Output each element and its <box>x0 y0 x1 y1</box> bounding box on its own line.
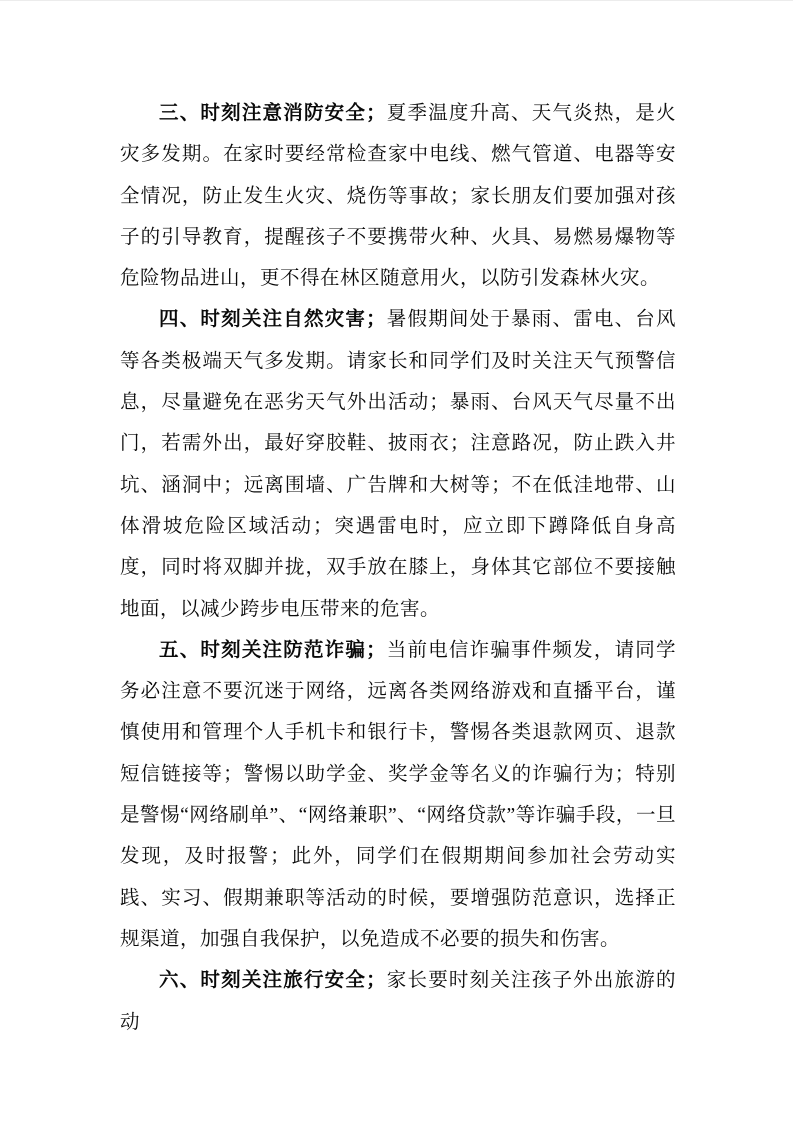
paragraph-fire-safety-heading: 三、时刻注意消防安全； <box>159 103 387 124</box>
paragraph-fraud-prevention <box>120 630 676 960</box>
document-text-block <box>120 93 676 1043</box>
paragraph-travel-safety-body: 家长要时刻关注孩子外出旅游的动 <box>120 970 676 1033</box>
paragraph-natural-disasters <box>120 299 676 629</box>
paragraph-fraud-prevention-heading: 五、时刻关注防范诈骗； <box>159 639 387 661</box>
paragraph-natural-disasters-heading: 四、时刻关注自然灾害； <box>159 309 387 331</box>
paragraph-fraud-prevention-body: 当前电信诈骗事件频发，请同学务必注意不要沉迷于网络，远离各类网络游戏和直播平台，谨慎使用和管理个人手机卡和银行卡，警惕各类退款网页、退款短信链接等；警惕以助学金、奖学金等名义的诈骗行为；特别是警惕“网络刷单”、“网络兼职”、“网络贷款”等诈骗手段，一旦发现，及时报警；此外，同学们在假期期间参加社会劳动实践、实习、假期兼职等活动的时候，要增强防范意识，选择正规渠道，加强自我保护，以免造成不必要的损失和伤害。 <box>120 639 676 950</box>
paragraph-fire-safety-body: 夏季温度升高、天气炎热，是火灾多发期。在家时要经常检查家中电线、燃气管道、电器等安全情况，防止发生火灾、烧伤等事故；家长朋友们要加强对孩子的引导教育，提醒孩子不要携带火种、火具、易燃易爆物等危险物品进山，更不得在林区随意用火，以防引发森林火灾。 <box>120 103 676 290</box>
paragraph-fire-safety <box>120 93 676 299</box>
paragraph-natural-disasters-body: 暑假期间处于暴雨、雷电、台风等各类极端天气多发期。请家长和同学们及时关注天气预警信息，尽量避免在恶劣天气外出活动；暴雨、台风天气尽量不出门，若需外出，最好穿胶鞋、披雨衣；注意路况，防止跌入井坑、涵洞中；远离围墙、广告牌和大树等；不在低洼地带、山体滑坡危险区域活动；突遇雷电时，应立即下蹲降低自身高度，同时将双脚并拢，双手放在膝上，身体其它部位不要接触地面，以减少跨步电压带来的危害。 <box>120 309 676 620</box>
paragraph-travel-safety-heading: 六、时刻关注旅行安全； <box>159 970 387 992</box>
paragraph-travel-safety <box>120 960 676 1043</box>
